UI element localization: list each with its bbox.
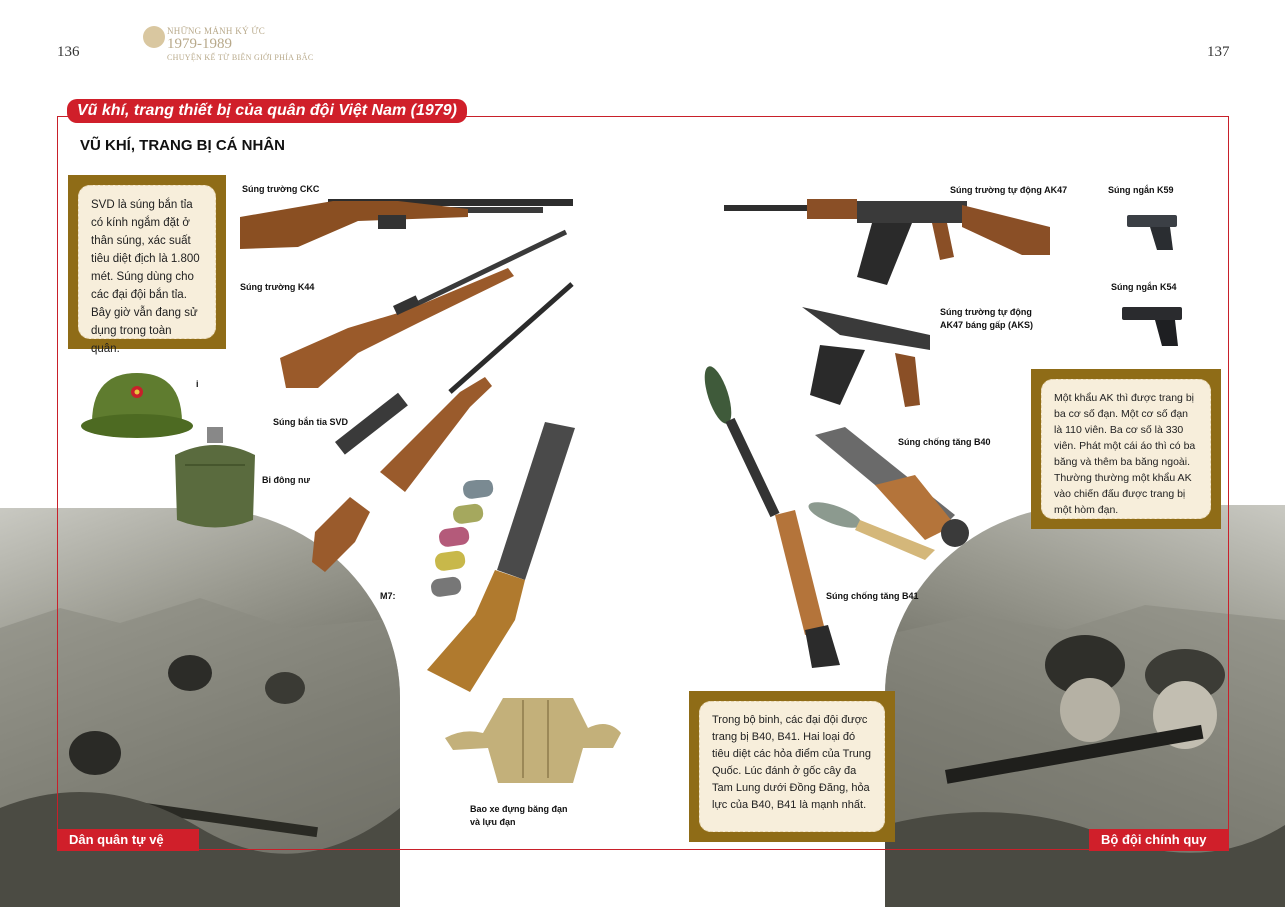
k54-pistol-image: [1120, 302, 1185, 348]
ammo-bag-image: [443, 688, 623, 788]
b40-info-box: [689, 691, 895, 842]
ak47-label: Súng trường tự động AK47: [950, 185, 1068, 195]
right-page-number: 137: [1207, 44, 1230, 60]
book-years: 1979-1989: [167, 36, 232, 52]
main-title: Vũ khí, trang thiết bị của quân đội Việt Nam (1979): [67, 99, 467, 123]
book-series: NHỮNG MẢNH KÝ ỨC: [167, 26, 266, 36]
regulars-caption: Bộ đội chính quy: [1089, 829, 1229, 851]
ak47-rifle-image: [722, 185, 1052, 290]
b40-info-text: Trong bộ binh, các đại đội được trang bị B40, B41. Hai loại đó tiêu diệt các hỏa điểm của Trung Quốc. Lúc đánh ở gốc cây đa Tam Lung dưới Đồng Đăng, hỏa lực của B40, B41 là mạnh nhất.: [699, 701, 885, 832]
aks-label-line1: Súng trường tự động: [940, 307, 1032, 317]
book-subtitle: CHUYỆN KỂ TỪ BIÊN GIỚI PHÍA BẮC: [167, 53, 314, 62]
svd-info-text: SVD là súng bắn tỉa có kính ngắm đặt ở thân súng, xác suất tiêu diệt địch là 1.800 mét. Súng dùng cho các đại đội bắn tỉa. Bây giờ vẫn đang sử dụng trong toàn quân.: [78, 185, 216, 339]
canteen-label: Bi đông nư: [262, 475, 311, 485]
helmet-label: i: [196, 379, 199, 389]
svd-info-box: [68, 175, 226, 355]
book-logo-icon: [143, 26, 165, 48]
k44-label: Súng trường K44: [240, 282, 315, 292]
ak-info-box: [1031, 369, 1221, 529]
k59-label: Súng ngắn K59: [1108, 185, 1174, 195]
ammo-bag-label-line2: và lựu đạn: [470, 817, 516, 827]
aks-label-line2: AK47 báng gấp (AKS): [940, 320, 1034, 330]
ckc-label: Súng trường CKC: [242, 184, 320, 194]
left-page-number: 136: [57, 44, 80, 60]
militia-caption: Dân quân tự vệ: [57, 829, 199, 851]
k59-pistol-image: [1125, 210, 1180, 252]
svd-label: Súng bắn tỉa SVD: [273, 417, 349, 427]
canteen-image: [165, 425, 265, 535]
b41-label: Súng chống tăng B41: [826, 591, 919, 601]
k54-label: Súng ngắn K54: [1111, 282, 1177, 292]
ak-info-text: Một khẩu AK thì được trang bị ba cơ số đạn. Một cơ số đạn là 110 viên. Ba cơ số là 330 viên. Phát một cái áo thì có ba băng và thêm ba băng ngoài. Thường thường một khẩu AK vào chiến đấu được trang bị một hòm đạn.: [1041, 379, 1211, 519]
ammo-bag-label-line1: Bao xe đựng băng đạn: [470, 804, 568, 814]
m79-label: M7:: [380, 591, 396, 601]
b40-label: Súng chống tăng B40: [898, 437, 991, 447]
m79-launcher-image: [425, 420, 580, 692]
section-title: VŨ KHÍ, TRANG BỊ CÁ NHÂN: [80, 137, 285, 154]
